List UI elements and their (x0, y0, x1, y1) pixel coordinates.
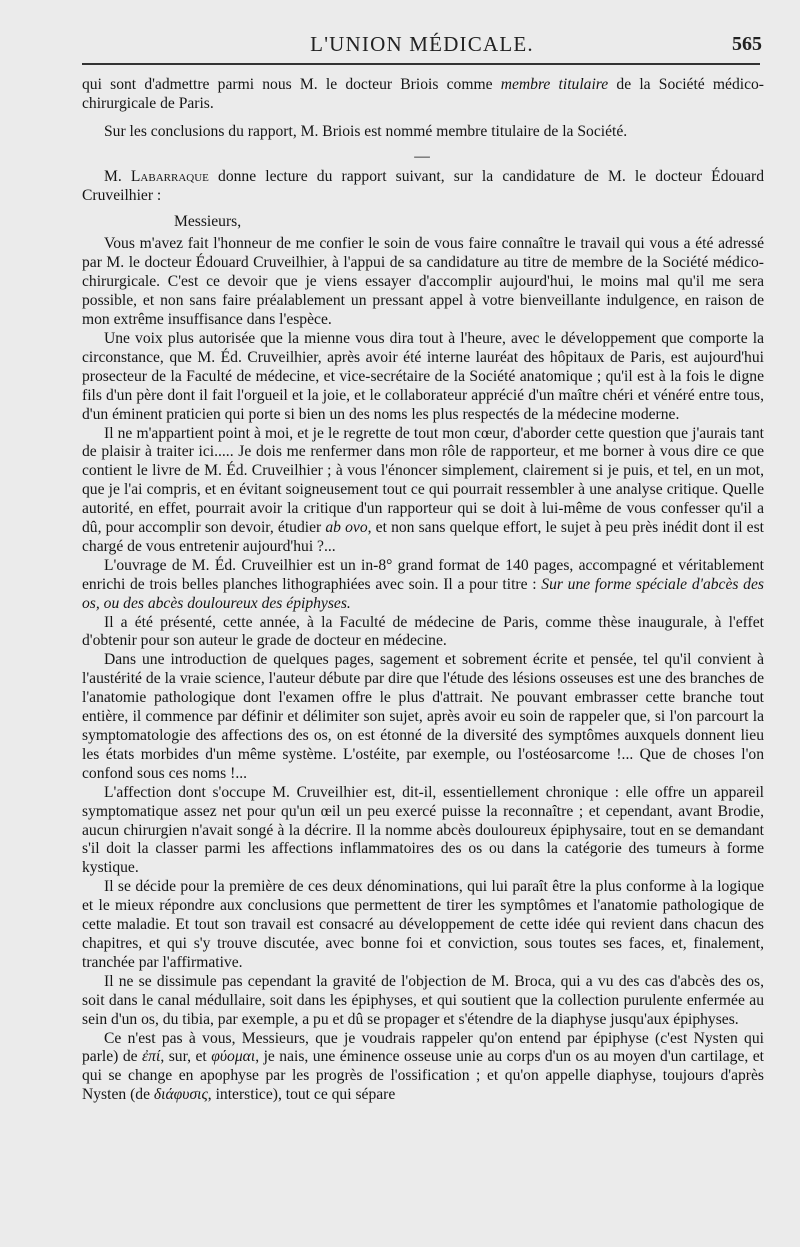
paragraph: Il ne se dissimule pas cependant la gravité de l'objection de M. Broca, qui a vu des cas d'abcès des os, soit dans le canal médullaire, soit dans les épiphyses, et qui soutient que la collection purulente enfermée au sein d'un os, du tibia, par exemple, a pu et dû se propager et s'étendre de la diaphyse jusqu'aux épiphyses. (82, 972, 764, 1028)
text-run: , et non sans quelque effort, le sujet à peu près inédit dont il est chargé de vous entretenir aujourd'hui ?... (82, 519, 764, 555)
paragraph: Une voix plus autorisée que la mienne vous dira tout à l'heure, avec le développement que comporte la circonstance, que M. Éd. Cruveilhier, après avoir été interne lauréat des hôpitaux de Paris, est aujourd'hui prosecteur de la Faculté de médecine, et vice-secrétaire de la Société anatomique ; qu'il est à la fois le digne fils d'un père dont il fait l'orgueil et la joie, et le collaborateur apprécié d'un maître chéri et vénéré entre tous, d'un éminent praticien qui porte si bien un des noms les plus respectés de la médecine moderne. (82, 329, 764, 423)
page-number: 565 (732, 33, 762, 55)
text-run: , sur, et (160, 1048, 212, 1066)
text-run: de la Société médico-chirurgicale de Paris. (82, 76, 764, 112)
section-separator: — (414, 147, 432, 165)
italic-term: membre titulaire (500, 76, 609, 93)
paragraph: L'affection dont s'occupe M. Cruveilhier est, dit-il, essentiellement chronique : elle offre un appareil symptomatique assez net pour qu'un œil un peu exercé puisse la reconnaître ; et cependant, avant Brodie, aucun chirurgien n'avait songé à la décrire. Il la nomme abcès douloureux épiphysaire, tout en se demandant s'il doit la classer parmi les affections inflammatoires des os ou dans la catégorie des tumeurs à forme kystique. (82, 783, 764, 877)
thesis-title: Sur une forme spéciale d'abcès des os, ou des abcès douloureux des épiphyses. (82, 575, 764, 612)
paragraph: Dans une introduction de quelques pages, sagement et sobrement écrite et pensée, tel qu'il convient à l'austérité de la vraie science, l'auteur débute par dire que l'étude des lésions osseuses est une des branches de l'anatomie pathologique dont l'examen offre le plus d'attrait. Ne pouvant embrasser cette branche tout entière, il commence par définir et délimiter son sujet, après avoir eu soin de rappeler que, si l'on parcourt la symptomatologie des affections des os, on est étonné de la diversité des symptômes auxquels donnent lieu les états morbides d'un même système. L'ostéite, par exemple, ou l'ostéosarcome !... Que de choses l'on confond sous ces noms !... (82, 651, 764, 782)
running-head: L'UNION MÉDICALE. (310, 32, 534, 56)
text-run: , je nais, une éminence osseuse unie au corps d'un os au moyen d'un cartilage, et qui se change en apophyse par les progrès de l'ossification ; et qu'on appelle diaphyse, toujours d'après Nysten (de (82, 1048, 764, 1104)
italic-term: ab ovo (325, 519, 368, 537)
paragraph: Sur les conclusions du rapport, M. Briois est nommé membre titulaire de la Société. (104, 122, 628, 140)
page-header (82, 28, 762, 62)
text-run: qui sont d'admettre parmi nous M. le docteur Briois comme (82, 76, 501, 93)
greek-word: διάφυσις (153, 1086, 208, 1104)
paragraph (82, 557, 764, 614)
author-name: Labarraque (130, 167, 209, 185)
text-run: , interstice), tout ce qui sépare (207, 1086, 396, 1104)
text-run: donne lecture du rapport suivant, sur la candidature de M. le docteur Édouard Cruveilhier : (82, 167, 765, 204)
paragraph (82, 1030, 764, 1106)
header-rule (82, 63, 760, 65)
paragraph: Vous m'avez fait l'honneur de me confier le soin de vous faire connaître le travail qui vous a été adressé par M. le docteur Édouard Cruveilhier, à l'appui de sa candidature au titre de membre de la Société médico-chirurgicale. C'est ce devoir que je viens essayer d'accomplir aujourd'hui, le moins mal qu'il me sera possible, et non sans faire préalablement un pressant appel à votre bienveillante indulgence, en raison de mon extrême insuffisance dans l'espèce. (82, 235, 764, 329)
paragraph: Il a été présenté, cette année, à la Faculté de médecine de Paris, comme thèse inaugurale, à l'effet d'obtenir pour son auteur le grade de docteur en médecine. (82, 613, 764, 650)
text-run: M. (104, 167, 131, 185)
body-text (82, 76, 764, 1105)
paragraph (82, 425, 764, 557)
text-run: Ce n'est pas à vous, Messieurs, que je voudrais rappeler qu'on entend par épiphyse (c'est Nysten qui parle) de (82, 1029, 764, 1066)
paragraph (82, 76, 764, 114)
text-run: Il ne m'appartient point à moi, et je le regrette de tout mon cœur, d'aborder cette question que j'aurais tant de plaisir à traiter ici..... Je dois me renfermer dans mon rôle de rapporteur, et me borner à vous dire ce que contient le livre de M. Éd. Cruveilhier ; à vous l'énoncer simplement, clairement si je puis, et tel, en un mot, que je l'ai compris, et en évitant soigneusement tout ce qui pourrait ressembler à une analyse critique. Quelle autorité, en effet, pourrait avoir la critique d'un rapporteur qui se doit à lui-même de vous confesser qu'il a dû, pour accomplir son devoir, étudier (82, 424, 764, 537)
paragraph (82, 168, 764, 206)
paragraph: Il se décide pour la première de ces deux dénominations, qui lui paraît être la plus conforme à la logique et le mieux répondre aux conclusions que permettent de tirer les symptômes et l'anatomie pathologique de cette maladie. Et tout son travail est consacré au développement de cette idée qui revient dans chacun des chapitres, et qui s'y trouve discutée, avec bonne foi et conviction, sous toutes ses faces, et, finalement, tranchée par l'affirmative. (82, 878, 764, 971)
greek-word: φύομαι (211, 1048, 256, 1066)
text-run: L'ouvrage de M. Éd. Cruveilhier est un in-8° grand format de 140 pages, accompagné et véritablement enrichi de trois belles planches lithographiées avec soin. Il a pour titre : (82, 556, 764, 593)
greek-word: ἐπί (142, 1048, 161, 1066)
salutation: Messieurs, (174, 212, 242, 230)
